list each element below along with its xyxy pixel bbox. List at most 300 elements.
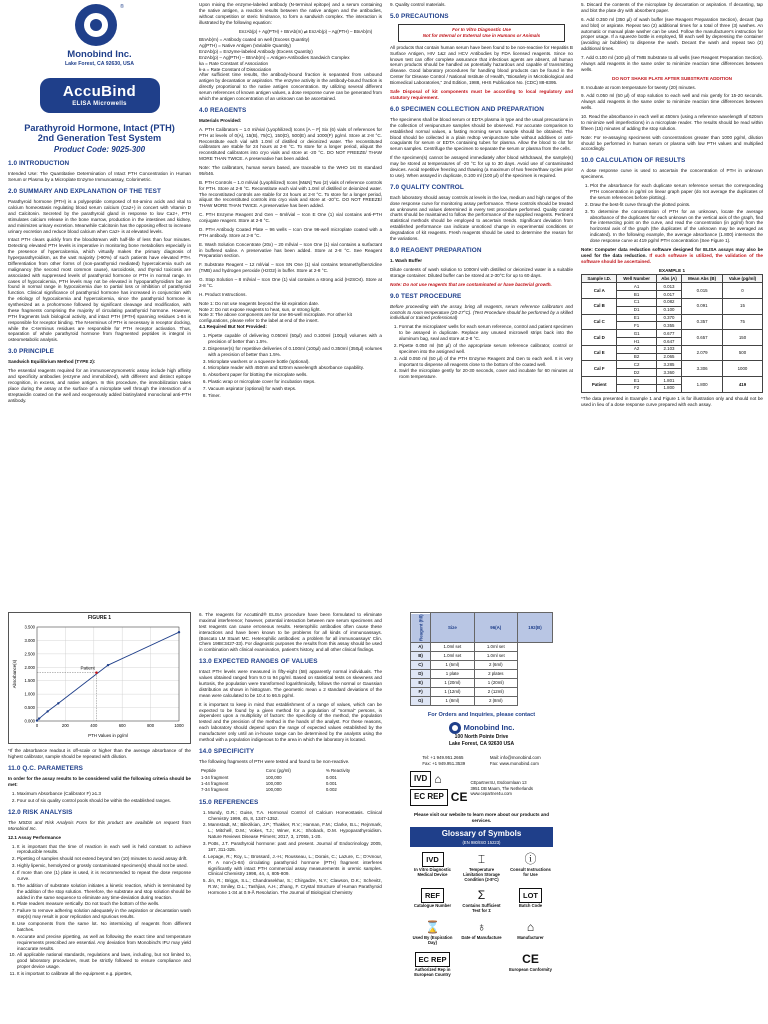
y-tick-label: 0.500 (24, 705, 35, 711)
well-number: C2 (617, 361, 656, 369)
section-heading: 5.0 PRECAUTIONS (390, 12, 449, 20)
paragraph: Intact PTH levels were measured in fifty-eight (58) apparently normal individuals. The values obtained ranged from 9.0 to 94 pg/ml. Based on statistical tests on skewness and kurtosis, the population were transformed logarithmically, follows the normal or Gaussian distribution as shown in histogram. The geometric mean ± 2 standard deviations of the mean were calculated to be 10.4 to 66.5 pg/ml. (199, 669, 382, 698)
sample-id: Cal D (582, 330, 617, 346)
x-tick-label: 400 (90, 723, 98, 729)
sample-id: Cal B (582, 298, 617, 314)
table-cell: 1-34 fragment (201, 774, 229, 780)
example-table (581, 274, 763, 392)
series-line (37, 633, 179, 721)
procedure-steps (399, 324, 573, 380)
paragraph: Safe Disposal of kit components must be according to local regulatory and statutory requirement. (390, 88, 573, 100)
performance-item: 2. Pipetting of samples should not extend beyond ten (10) minutes to avoid assay drift. (17, 856, 191, 862)
x-tick-label: 200 (61, 723, 69, 729)
assay-performance-list (17, 844, 191, 977)
abs-value: 1.800 (656, 384, 682, 392)
data-point (178, 631, 180, 633)
glossary-label: Used By (Expiration Day) (412, 935, 453, 945)
table-cell: 1 plate (431, 669, 474, 678)
table-cell: 100,000 (265, 781, 282, 787)
table-header: % Reactivity (325, 768, 351, 774)
reagent-item: C. PTH Enzyme Reagent 2nd Gen – 6ml/vial – Icon E One (1) vial contains anti-PTH conjugate reagent. Store at 2-8 °C. (199, 212, 382, 224)
section-heading: 4.0 REAGENTS (199, 106, 247, 114)
table-cell: 1.0ml set (431, 651, 474, 660)
reagent-item: F. Substrate Reagent – 12 ml/vial – Icon SN One (1) vial contains tetramethylbenzidine (TMB) and hydrogen peroxide (H2O2) in buffer. Store at 2-8 °C. (199, 262, 382, 274)
column-4-bottom (581, 612, 763, 1022)
pth-value: 500 (722, 345, 762, 361)
paragraph: *The data presented in Example 1 and Figure 1 is for illustration only and should not be used in lieu of a dose response curve prepared with each assay. (581, 395, 763, 407)
section-heading: 8.0 REAGENT PREPARATION (390, 246, 482, 254)
paragraph: In order for the assay results to be considered valid the following criteria should be met: (8, 776, 191, 788)
table-cell: 1 (6ml) (431, 660, 474, 669)
abs-value: 0.013 (656, 283, 682, 291)
glossary-label: Consult Instructions for Use (510, 866, 551, 877)
qc-criteria (17, 791, 191, 804)
pth-value: 150 (722, 330, 762, 346)
company-name: Monobind Inc. (67, 49, 132, 60)
sample-id: Cal F (582, 361, 617, 377)
procedure-steps-continued (581, 2, 763, 132)
kit-side-label: Reagent (fill) (411, 613, 431, 643)
glossary-label: Contains Sufficient Test for Σ (462, 903, 501, 914)
procedure-step: 3. Add 0.050 ml (50 µl) of the PTH Enzyme Reagent 2nd Gen to each well. It is very important to dispense all reagents close to the bottom of the coated well. (399, 356, 573, 368)
table-header: Abs (A) (656, 275, 682, 283)
ivd-icon: IVD (410, 771, 431, 787)
section-heading: 15.0 REFERENCES (199, 798, 259, 806)
table-cell: D) (411, 669, 431, 678)
sub-heading: 12.1 Assay Performance (8, 834, 61, 840)
mean-abs: 0.091 (682, 298, 723, 314)
table-header: 96(A) (474, 613, 517, 643)
table-row (411, 651, 553, 660)
x-tick-label: 0 (35, 723, 39, 729)
column-1-bottom (8, 612, 191, 1022)
glossary-label: Catalogue Number (413, 903, 452, 909)
abs-value: 0.677 (656, 330, 682, 338)
y-tick-label: 3.500 (24, 624, 35, 630)
paragraph: The specimens shall be blood serum or EDTA plasma in type and the usual precautions in the collection of venipuncture samples should be observed. For accurate comparison to established normal values, a fasting morning serum sample should be obtained. The blood should be collected in a plain redtop venipuncture tube without additives or anti-coagulants for serum or EDTA containing tubes for plasma. Allow the blood to clot for serum samples. Centrifuge the specimen to separate the serum or plasma from the cells. (390, 116, 573, 152)
required-list (208, 333, 382, 399)
note-line: Note 3: The above components are for one 96-well microplate. For other kit configurations, please refer to the label at end of the insert. (199, 312, 352, 324)
table-cell: E) (411, 678, 431, 687)
list-item: 1. Pipette capable of delivering 0.050ml (50µl) and 0.100ml (100µl) volumes with a precision of better than 1.5%. (208, 333, 382, 345)
y-axis-label: Absorbance(s) (12, 660, 17, 689)
column-3 (390, 2, 573, 602)
glossary-item (508, 920, 553, 946)
calculation-step: 1. Plot the absorbance for each duplicate serum reference versus the corresponding PTH concentration in pg/ml on linear graph paper (do not average the duplicates of the serum references before plotting). (590, 183, 763, 201)
procedure-step: 6. Add 0.350 ml (350 µl) of wash buffer (see Reagent Preparation Section), decant (tap and blot) or aspirate. Repeat two (2) additional times for a total of three (3) washes. An automatic or manual plate washer can be used. Follow the manufacturer's instruction for proper usage. If a squeeze bottle is employed, fill each well by depressing the container (avoiding air bubbles) to dispense the wash. Decant the wash and repeat two (2) additional times. (581, 16, 763, 52)
glossary-label: Batch Code (518, 903, 543, 909)
glossary-label: Date of Manufacture (461, 935, 502, 941)
performance-item: 6. Plate readers measure vertically. Do not touch the bottom of the wells. (17, 901, 191, 907)
procedure-step: 2. Pipette 0.050 ml (50 µl) of the appropriate serum reference calibrator, control or specimen into the assigned well. (399, 343, 573, 355)
table-cell: 1.0ml set (474, 651, 517, 660)
qc-criterion: 1. Maximum Absorbance (Calibrator F) ≥1.3 (17, 791, 191, 797)
mean-abs: 1.800 (682, 377, 723, 393)
glossary-label: In Vitro Diagnostic Medical Device (414, 866, 451, 877)
table-cell: 1 (8ml) (431, 696, 474, 705)
procedure-step: 8. Incubate at room temperature for twenty (20) minutes. (581, 84, 696, 90)
paragraph: Intact PTH clears quickly from the bloodstream with half-life of less than four minutes. Detecting elevated PTH levels is imperative in monitoring bone metabolism especially in the presence of hypercalcemia, which virtually makes the primary diagnosis of hyperparathyroidism, as the vast majority (>90%) of such patients have elevated PTH. Differentiation from other forms of (non-parathyroid mediated) hypercalcemia such as malignancy (the second most common cause), sarcoidosis, and thyroid toxicosis are associated with suppressed levels of parathyroid hormone or PTH in normal range. In cases of hypocalcemia, PTH levels may not be elevated in hypoparathyroidism but are found in normal range in hypocalcemia due to partial loss or inhibition of parathyroid function. Clinical significance of parathyroid hormone has increased in conjunction with the etiology of hypocalcemia and hypercalcemia, since the parathyroid hormone is synthesized as a prohormone followed by significant cleavage and modification, with these fragments comprising the majority of circulating parathyroid hormone. However, PTH fragments lack biological activity, and intact PTH (IPTH) spanning residues 1-84 is responsible for receptor binding. The N-terminus of PTH is necessary in receptor docking, while the C-terminus residues are responsible for PTH receptor activation. Thus, separation of whole parathyroid hormone from fragmented peptides is integral in osteometabolic analysis. (8, 237, 191, 343)
sample-id: Patient (582, 377, 617, 393)
glossary-label: Authorized Rep in European Country (414, 966, 451, 977)
contact-info: Tel: +1 949.951.2665 Fax: +1 949.951.3539 Mail: info@monobind.com Fax: www.monobind.com (422, 754, 541, 766)
qc-criterion: 2. Four out of six quality control pools should be within the established ranges. (17, 798, 191, 804)
column-2 (199, 2, 382, 602)
table-cell: F) (411, 687, 431, 696)
order-contact: For Orders and Inquiries, please contact Monobind Inc. 100 North Pointe Drive Lake Forest, CA 92630 USA Tel: +1 949.951.2665 Fax: +1 949.951.3539 Mail: info@monobind.com Fax: www.monobind.com IVD ⌂ EC REP CE CEpartner4U, Esdoornlaan 13 3951 DB Maarn, The Netherlands www.cepartner4u.com Please visit our website to learn more about our products and services. Glossary of Symbols (EN 980/ISO 15223) IVD In Vitro Diagnostic Medical Device ⌶ Temperature Limitation Storage Condition (2-8°C) ⓘ Consult Instructions for Use REF Catalogue Number Σ Contains Sufficient Test for Σ LOT Batch Code ⌛ Used By (Expiration Day) ♁ Date of Manufacture ⌂ Manufacturer EC REP Authorized Rep in European Country CE European Conformity (410, 712, 553, 977)
performance-item: 10. All applicable national standards, regulations and laws, including, but not limited to, good laboratory procedures, must be strictly followed to ensure compliance and proper device usage. (17, 952, 191, 970)
reference-item: 2. Mannstadt, M.; Bilezikian, J.P.; Thakker, R.V.; Hannan, F.M.; Clarke, B.L.; Rejnmark, L.; Mitchell, D.M.; Vokes, T.J.; Winer, K.K.; Shoback, D.M. Hypoparathyroidism. Nature Reviews Disease Primers; 2017, 3, 17055, 1-20. (208, 822, 382, 840)
equation-legend (199, 37, 382, 72)
table-cell: 2 (8ml) (474, 696, 517, 705)
reagent-item: B. PTH Controls – 1.0 ml/vial (Lyophilized) Icons [M&N] Two (2) vials of reference controls for PTH. Store at 2-8 °C. Reconstitute each vial with 1.0ml of distilled or deionized water. The reconstituted controls are stable for 24 hours at 2-8 °C. To store for a longer period, aliquot the reconstituted controls into cryo vials and store at -20°C. DO NOT FREEZE/ THAW MORE THAN TWICE. A preservative has been added. (199, 179, 382, 209)
table-row (582, 345, 763, 353)
table-cell: G) (411, 696, 431, 705)
column-2-bottom (199, 612, 382, 1022)
paragraph: Dilute contents of wash solution to 1000ml with distilled or deionized water in a suitable storage container. Diluted buffer can be stored at 2-30°C for up to 60 days. (390, 266, 573, 278)
glossary-item (508, 852, 553, 882)
glossary-symbol-icon: REF (421, 888, 444, 903)
glossary-symbol-icon: ♁ (477, 920, 486, 935)
glossary-symbol-icon: ⌂ (526, 920, 535, 935)
calculation-step: 2. Draw the best-fit curve through the plotted points. (590, 202, 763, 208)
annotation-label: Patient (80, 666, 95, 672)
performance-item: 7. Failure to remove adhering solution adequately in the aspiration or decantation wash step(s) may result in poor replication and spurious results. (17, 908, 191, 920)
table-cell: B) (411, 651, 431, 660)
legend-line: ka = Rate Constant of Association (199, 60, 269, 66)
well-number: F1 (617, 322, 656, 330)
well-number: F2 (617, 384, 656, 392)
table-cell: 2 (12ml) (474, 687, 517, 696)
reagent-item: A. PTH Calibrators – 1.0 ml/vial (Lyophilized) Icons [A – F] Six (6) vials of references for PTH at levels of 0(A), 15(B), 75(C), 150(D), 500(E) and 1000(F) pg/ml. Store at 2-8 °C. Reconstitute each vial with 1.0ml of distilled or deionized water. The reconstituted calibrators are stable for 24 hours at 2-8 °C. To store for a longer period, aliquot the reconstituted calibrators into cryo vials and store at -20 °C. DO NOT FREEZE/ THAW MORE THAN TWICE. A preservative has been added. (199, 126, 382, 162)
mean-abs: 3.306 (682, 361, 723, 377)
well-number: E1 (617, 377, 656, 385)
patient-point (95, 672, 98, 675)
glossary-symbol-icon: Σ (477, 888, 486, 903)
table-row (582, 377, 763, 385)
product-title: Parathyroid Hormone, Intact (PTH) 2nd Generation Test System (24, 122, 175, 144)
section-heading: 14.0 SPECIFICITY (199, 747, 255, 755)
sub-heading: 4.1 Required But Not Provided: (199, 324, 267, 330)
glossary-item (410, 952, 455, 978)
calculation-step: 3. To determine the concentration of PTH for an unknown, locate the average absorbance of the duplicates for each unknown on the vertical axis of the graph, find the intersecting point on the curve, and read the concentration (in pg/ml) from the horizontal axis of the graph (the duplicates of the unknown may be averaged as indicated). In the following example, the average absorbance (1.800) intersects the dose response curve at 419 pg/ml PTH concentration (See Figure 1). (590, 209, 763, 244)
ec-rep-icon: EC REP (410, 789, 448, 805)
paragraph: The essential reagents required for an immunoenzymometric assay include high affinity and specificity antibodies (enzyme and immobilized), with different and distinct epitope recognition, in excess, and native antigen. In this procedure, the immobilization takes place during the assay at the surface of a microplate well through the interaction of a streptavidin coated on the well and exogenously added biotinylated monoclonal anti-PTH antibody. (8, 368, 191, 403)
list-item: 6. Plastic wrap or microplate cover for incubation steps. (208, 379, 382, 385)
performance-item: 1. It is important that the time of reaction in each well is held constant to achieve reproducible results. (17, 844, 191, 856)
note-line: Note 1: Do not use reagents beyond the kit expiration date. (199, 300, 320, 306)
legend-line: Ag(PTH) = Native Antigen (Variable Quantity) (199, 43, 291, 48)
table-cell: 1 (12ml) (431, 687, 474, 696)
ivd-notice: For In Vitro Diagnostic Use Not for Internal or External Use in Humans or Animals (398, 24, 565, 42)
performance-item: 3. Highly lipemic, hemolyzed or grossly contaminated specimen(s) should not be used. (17, 863, 191, 869)
paragraph: Parathyroid hormone (PTH) is a polypeptide composed of 84-amino acids and vital to calcium homeostasis regulating blood serum calcium (Ca2+) in concert with Vitamin D and Calcitonin. Secreted by the parathyroid gland in response to low Ca2+, PTH stimulates calcium release in the bone marrow, production in the intestines and kidney, and minimizes urinary excretion. Meanwhile Calcitonin has the opposing effect to increase urinary excretion and reduce blood calcium when Ca2+ is at elevated levels. (8, 199, 191, 234)
table-row (582, 361, 763, 369)
section-heading: 13.0 EXPECTED RANGES OF VALUES (199, 658, 318, 666)
table-row (582, 330, 763, 338)
section-heading: 6.0 SPECIMEN COLLECTION AND PREPARATION (390, 105, 544, 113)
table-cell: 1.0ml set (431, 642, 474, 651)
paragraph: Note: For re-assaying specimens with concentrations greater than 1000 pg/ml, dilution should be performed in human serum or plasma with low PTH values and multiplied accordingly. (581, 134, 763, 152)
y-tick-label: 2.000 (24, 665, 35, 671)
table-row (582, 298, 763, 306)
reagent-item: G. Stop Solution – 8 ml/vial – Icon One (1) vial contains a strong acid (H2SO4). Store at 2-8 °C. (199, 277, 382, 288)
performance-item: 5. The addition of substrate solution initiates a kinetic reaction, which is terminated by the addition of the stop solution. Therefore, the substrate and stop solution should be added in the same sequence to eliminate any time-deviation during reaction. (17, 883, 191, 901)
glossary-item (459, 888, 504, 914)
well-number: H1 (617, 337, 656, 345)
sample-id: Cal E (582, 345, 617, 361)
table-cell: 0.001 (325, 774, 337, 780)
reagent-item: Note: The calibrators, human serum based, are traceable to the WHO 1st IS standard 95/646. (199, 165, 382, 176)
procedure-step: 5. Discard the contents of the microplate by decantation or aspiration. If decanting, tap and blot the plate dry with absorbent paper. (581, 2, 763, 13)
glossary-symbol-icon: EC REP (415, 952, 451, 967)
table-cell: C) (411, 660, 431, 669)
performance-item: 4. If more than one (1) plate is used, it is recommended to repeat the dose response curve. (17, 870, 191, 882)
glossary-label: European Conformity (509, 967, 552, 973)
abs-value: 2.103 (656, 345, 682, 353)
note-line: Note 2: Do not expose reagents to heat, sun, or strong light. (199, 306, 321, 312)
glossary-symbol-icon: LOT (519, 888, 542, 903)
table-cell: A) (411, 642, 431, 651)
glossary-label: Manufacturer (517, 935, 544, 941)
abs-value: 1.801 (656, 377, 682, 385)
reference-item: 4. Lepage, R.; Roy, L.; Brossard, J.-H.; Rousseau, L.; Dorais, C.; Lazure, C.; D'Amour, P. A non-(1-84) circulating parathyroid hormone (PTH) fragment interferes significantly with intact PTH commercial assay measurements in uremic samples. Clinical Chemistry 1998, 44, 4, 805-809. (208, 854, 382, 878)
table-cell: 2 (6ml) (474, 660, 517, 669)
well-number: B1 (617, 291, 656, 299)
abs-value: 0.370 (656, 314, 682, 322)
y-tick-label: 1.000 (24, 692, 35, 698)
paragraph: The following fragments of PTH were tested and found to be non-reactive. (199, 759, 350, 764)
abs-value: 2.065 (656, 353, 682, 361)
procedure-step: 7. Add 0.100 ml (100 µl) of TMB Substrate to all wells (see Reagent Preparation Section). Always add reagents in the same order to minimize reaction time differences between wells. (581, 55, 763, 72)
table-header: Value (pg/ml) (722, 275, 762, 283)
list-item: 5. Absorbent paper for blotting the microplate wells. (208, 372, 382, 378)
well-number: D1 (617, 306, 656, 314)
table-cell: 0.002 (325, 787, 337, 793)
paragraph: *If the absorbance readout is off-scale or higher than the average absorbance of the highest calibrator, sample should be repeated with dilution. (8, 748, 191, 760)
table-header: Well Number (617, 275, 656, 283)
paragraph: Upon mixing the enzyme-labeled antibody (N-terminal epitope) and a serum containing the native antigen, a reaction results between the native antigen and the antibodies, without competition or steric hindrance, to form a sandwich complex. The interaction is illustrated by the following equation: (199, 2, 382, 25)
paragraph: If the specimen(s) cannot be assayed immediately after blood withdrawal, the sample(s) may be stored at temperatures of -20 °C for up to 30 days. Avoid use of contaminated devices. Avoid repetitive freezing and thawing (a maximum of two freeze/thaw cycles prior to use). When assayed in duplicate, 0.100 ml (100 µl) of the specimen is required. (390, 155, 573, 178)
list-item: 2. Dispenser(s) for repetitive deliveries of 0.100ml (100µl) and 0.350ml (350µl) volumes with a precision of better than 1.5%. (208, 346, 382, 358)
mean-abs: 0.657 (682, 330, 723, 346)
references-list (208, 810, 382, 896)
abs-value: 0.100 (656, 306, 682, 314)
reagent-item: E. Wash Solution Concentrate (20x) – 20 ml/vial – Icon One (1) vial contains a surfactant in buffered saline. A preservative has been added. Store at 2-8 °C. See Reagent Preparation section. (199, 241, 382, 259)
list-item: 3. Microplate washers or a squeeze bottle (optional). (208, 359, 382, 365)
table-header: Conc (pg/ml) (265, 768, 291, 774)
y-tick-label: 0.000 (24, 718, 35, 724)
reference-item: 1. Mundy, G.R.; Guise, T.A. Hormonal Control of Calcium Homeostasis. Clinical Chemistry 1999, 45, 8, 1347-1352. (208, 810, 382, 822)
paragraph: After sufficient time results, the antibody-bound fraction is separated from unbound antigen by decantation or aspiration. The enzyme activity in the antibody-bound fraction is directly proportional to the native antigen concentration. By utilizing several different serum references of known antigen values, a dose response curve can be generated from which the antigen concentration of an unknown can be ascertained. (199, 72, 382, 101)
legend-line: BtnAb(m) = Antibody coated on well (Excess Quantity) (199, 37, 310, 43)
table-cell: 100,000 (265, 774, 282, 780)
glossary-item (410, 852, 455, 882)
table-header: Size (431, 613, 474, 643)
reagent-list (199, 127, 382, 298)
pth-value: 75 (722, 314, 762, 330)
section-heading: 12.0 RISK ANALYSIS (8, 808, 73, 816)
section-heading: 3.0 PRINCIPLE (8, 348, 55, 356)
plot-frame (37, 627, 179, 721)
legend-line: EnzAb(p) – Ag(PTH) – BtnAb(m) = Antigen-Antibodies Sandwich Complex (199, 54, 350, 60)
procedure-step: DO NOT SHAKE PLATE AFTER SUBSTRATE ADDITION (612, 75, 732, 81)
table-row (411, 642, 553, 651)
glossary-symbol-icon: ⌶ (477, 851, 486, 866)
ivd-ec-row (410, 771, 553, 805)
reference-item: 3. Potts, J.T. Parathyroid hormone: past and present. Journal of Endocrinology 2005, 187, 311-325. (208, 841, 382, 853)
data-point (38, 718, 40, 720)
procedure-step: 10. Read the absorbance in each well at 450nm (using a reference wavelength of 620nm to minimize well imperfections) in a microplate reader. The results should be read within fifteen (15) minutes of adding the stop solution. (581, 114, 763, 131)
well-number: D2 (617, 369, 656, 377)
well-number: E1 (617, 314, 656, 322)
table-header: Sample I.D. (582, 275, 617, 283)
x-tick-label: 800 (147, 723, 155, 729)
reference-item: 5. Jin, R.; Briggs, S.L.; Chandrasekhar, S.; Chirgadze, N.Y.; Clawson, D.K.; Schevitz, R.W.; Smiley, D.L.; Tashjian, A.H.; Zhang, F. Crystal Structure of Human Parathyroid Hormone 1-34 at 0.9-Å Resolution. The Journal of Biological Chemistry (208, 878, 382, 896)
paragraph: The MSDS and Risk Analysis Form for this product are available on request from Monobind Inc. (8, 819, 191, 831)
sub-heading: 1. Wash Buffer (390, 258, 422, 263)
table-row (411, 669, 553, 678)
reaction-equation: EnzAb(p) + Ag(PTH) + BtnAb(m) ⇌ EnzAb(p) – Ag(PTH) – BtnAb(m) (239, 28, 373, 34)
ec-address: CEpartner4U, Esdoornlaan 13 3951 DB Maarn, The Netherlands www.cepartner4u.com (470, 780, 534, 797)
table-cell: 7-34 fragment (201, 787, 229, 793)
list-item: 8. Timer. (208, 393, 382, 399)
figure-1 (8, 612, 191, 744)
procedure-step: 9. Add 0.050 ml (50 µl) of stop solution to each well and mix gently for 15-20 seconds. Always add reagents in the same order to minimize reaction time differences between wells. (581, 93, 763, 111)
y-tick-label: 1.500 (24, 678, 35, 684)
calculation-steps (590, 183, 763, 244)
brand-block: ® Monobind Inc. Lake Forest, CA 92630, USA AccuBind ELISA Microwells Parathyroid Hormone, Intact (PTH) 2nd Generation Test System Product Code: 9025-300 (8, 2, 191, 155)
table-cell: 1 (20ml) (474, 678, 517, 687)
glossary-banner: Glossary of Symbols (EN 980/ISO 15223) (410, 827, 553, 847)
paragraph: Before proceeding with the assay, bring all reagents, serum reference calibrators and controls to room temperature (20-27°C). (Test Procedure should be performed by a skilled individual or trained professional) (390, 303, 573, 321)
kit-size-table (410, 612, 553, 706)
product-code: Product Code: 9025-300 (53, 144, 146, 154)
ce-mark-icon: CE (450, 789, 468, 804)
column-1 (8, 2, 191, 602)
section-heading: 9.0 TEST PROCEDURE (390, 292, 462, 300)
monobind-logo-icon (75, 4, 117, 46)
section-heading: 2.0 SUMMARY AND EXPLANATION OF THE TEST (8, 188, 162, 195)
column-4 (581, 2, 763, 602)
manufacturer-icon: ⌂ (434, 771, 442, 786)
x-tick-label: 1000 (174, 723, 184, 729)
well-number: G1 (617, 330, 656, 338)
paragraph: Each laboratory should assay controls at levels in the low, medium and high ranges of the dose response curve for monitoring assay performance. These controls should be treated as unknowns and values determined in every test procedure performed. Quality control charts should be maintained to follow the performance of the supplied reagents. Pertinent statistical methods should be employed to ascertain trends. Significant deviation from established performance can indicate unnoticed change in experimental conditions or degradation of kit reagents. Fresh reagents should be used to determine the reason for the variations. (390, 194, 573, 241)
table-cell: 1-44 fragment (201, 781, 229, 787)
glossary-item (508, 888, 553, 914)
glossary-item (459, 852, 504, 882)
glossary-item (459, 952, 504, 978)
performance-item: 8. Use components from the same lot. No intermixing of reagents from different batches. (17, 921, 191, 933)
pth-value: 1000 (722, 361, 762, 377)
paragraph: It is important to keep in mind that establishment of a range of values, which can be expected to be found by a given method for a population of "normal" persons, is dependent upon a multiplicity of factors: the specificity of the method, the population tested and the precision of the method in the hands of the analyst. For these reasons, each laboratory should depend upon the range of expected values established by the manufacturer only until an in-house range can be determined by the analysts using the method with a population indigenous to the area in which the laboratory is located. (199, 701, 382, 742)
data-point (46, 711, 48, 713)
glossary-symbol-icon: CE (522, 951, 539, 966)
glossary-symbol-icon: ⓘ (524, 851, 537, 866)
table-cell: 0.001 (325, 781, 337, 787)
data-point (36, 720, 38, 722)
sample-id: Cal C (582, 314, 617, 330)
x-axis-label: PTH Values in pg/ml (88, 733, 128, 739)
paragraph: A dose response curve is used to ascertain the concentration of PTH in unknown specimens. (581, 168, 763, 180)
glossary-item (410, 920, 455, 946)
data-point (107, 664, 109, 666)
section-heading: 11.0 Q.C. PARAMETERS (8, 765, 84, 773)
table-row (411, 687, 553, 696)
performance-item: 9. Accurate and precise pipetting, as well as following the exact time and temperature requirements prescribed are essential. Any deviation from Monobind's IFU may yield inaccurate results. (17, 934, 191, 952)
table-row (411, 660, 553, 669)
legend-line: k-a = Rate Constant of Dissociation (199, 66, 272, 72)
pth-value: 419 (722, 377, 762, 393)
sample-id: Cal A (582, 283, 617, 299)
paragraph: Note: Do not use reagents that are contaminated or have bacterial growth. (390, 281, 552, 287)
well-number: B2 (617, 353, 656, 361)
paragraph: Note: Computer data reduction software designed for ELISA assays may also be used for the data reduction. If such software is utilized, the validation of the software should be ascertained. (581, 246, 763, 264)
procedure-step: 1. Format the microplates' wells for each serum reference, control and patient specimen to be assayed in duplicate. Replace any unused microwell strips back into the aluminum bag, seal and store at 2-8 °C. (399, 324, 573, 342)
reagent-item: D. PTH Antibody Coated Plate – 96 wells – Icon One 96-well microplate coated with a PTH antibody. Store at 2-8 °C. (199, 226, 382, 238)
data-point (57, 703, 59, 705)
well-number: A1 (617, 283, 656, 291)
glossary-item (459, 920, 504, 946)
well-number: C1 (617, 298, 656, 306)
abs-value: 0.647 (656, 337, 682, 345)
mean-abs: 2.079 (682, 345, 723, 361)
company-location: Lake Forest, CA 92630, USA (64, 61, 134, 68)
sub-heading: Sandwich Equilibrium Method (TYPE 2): (8, 359, 96, 365)
paragraph: 6. The reagents for AccuBind® ELISA procedure have been formulated to eliminate maximal interference; however, potential interaction between rare serum specimens and test reagents can cause erroneous results. Heterophilic antibodies often cause these interactions and have been known to be problems for all kinds of immunoassays. (Boscato LM Stuart MC. Heterophilic antibodies: a problem for all immunoassays' Clin. Chem 1988:3427-33). For diagnostic purposes the results from this assay should be used in combination with clinical examination, patient's history, and all other clinical findings. (199, 612, 382, 653)
performance-item: 11. It is important to calibrate all the equipment e.g. pipettes, (17, 971, 191, 977)
section-heading: 7.0 QUALITY CONTROL (390, 183, 464, 191)
abs-value: 0.017 (656, 291, 682, 299)
section-heading: 1.0 INTRODUCTION (8, 160, 70, 168)
website-note: Please visit our website to learn more about our products and services. (413, 811, 550, 823)
paragraph: 9. Quality control materials. (390, 2, 446, 7)
y-tick-label: 3.000 (24, 638, 35, 644)
sub-heading: Materials Provided: (199, 117, 242, 123)
mean-abs: 0.015 (682, 283, 723, 299)
procedure-step: 4. Swirl the microplate gently for 20-30 seconds, cover and incubate for 60 minutes at room temperature. (399, 368, 573, 380)
specificity-table (199, 768, 382, 794)
table-cell: 1 (20ml) (431, 678, 474, 687)
pth-value: 0 (722, 283, 762, 299)
paragraph: All products that contain human serum have been found to be non-reactive for Hepatitis B Surface Antigen, HIV 1&2 and HCV Antibodies by FDA licensed reagents. Since no known test can offer complete assurance that infectious agents are absent, all human serum products should be handled as potentially hazardous and capable of transmitting disease. Good laboratory procedures for handling blood products can be found in the Center for Disease Control / National Institute of Health, "Biosafety in Microbiological and Biomedical Laboratories," 2nd Edition, 1988, HHS Publication No. (CDC) 88-8395. (390, 44, 573, 86)
x-tick-label: 600 (118, 723, 126, 729)
table-row (582, 283, 763, 291)
table-header: Peptide (201, 768, 216, 774)
reagent-notes (199, 301, 382, 325)
table-cell: 1.0ml set (474, 642, 517, 651)
pth-value: 15 (722, 298, 762, 314)
table-cell: 100,000 (265, 787, 282, 793)
paragraph: Intended Use: The Quantitative Determination of Intact PTH Concentration in Human Serum or Plasma by a Microplate Enzyme Immunoassay, Colorimetric. (8, 171, 191, 183)
y-tick-label: 2.500 (24, 651, 35, 657)
table-row (582, 314, 763, 322)
chart-title: FIGURE 1 (87, 615, 112, 621)
accubind-logo: AccuBind ELISA Microwells (40, 78, 160, 113)
table-cell: 2 plates (474, 669, 517, 678)
table-header: Mean Abs (B) (682, 275, 723, 283)
abs-value: 3.285 (656, 361, 682, 369)
abs-value: 0.082 (656, 298, 682, 306)
abs-value: 3.360 (656, 369, 682, 377)
glossary-symbol-icon: ⌛ (425, 920, 440, 935)
table-row (411, 696, 553, 705)
glossary-item (508, 952, 553, 978)
glossary-item (410, 888, 455, 914)
glossary-label: Temperature Limitation Storage Condition (2-8°C) (463, 866, 500, 882)
table-header: 192(B) (517, 613, 552, 643)
